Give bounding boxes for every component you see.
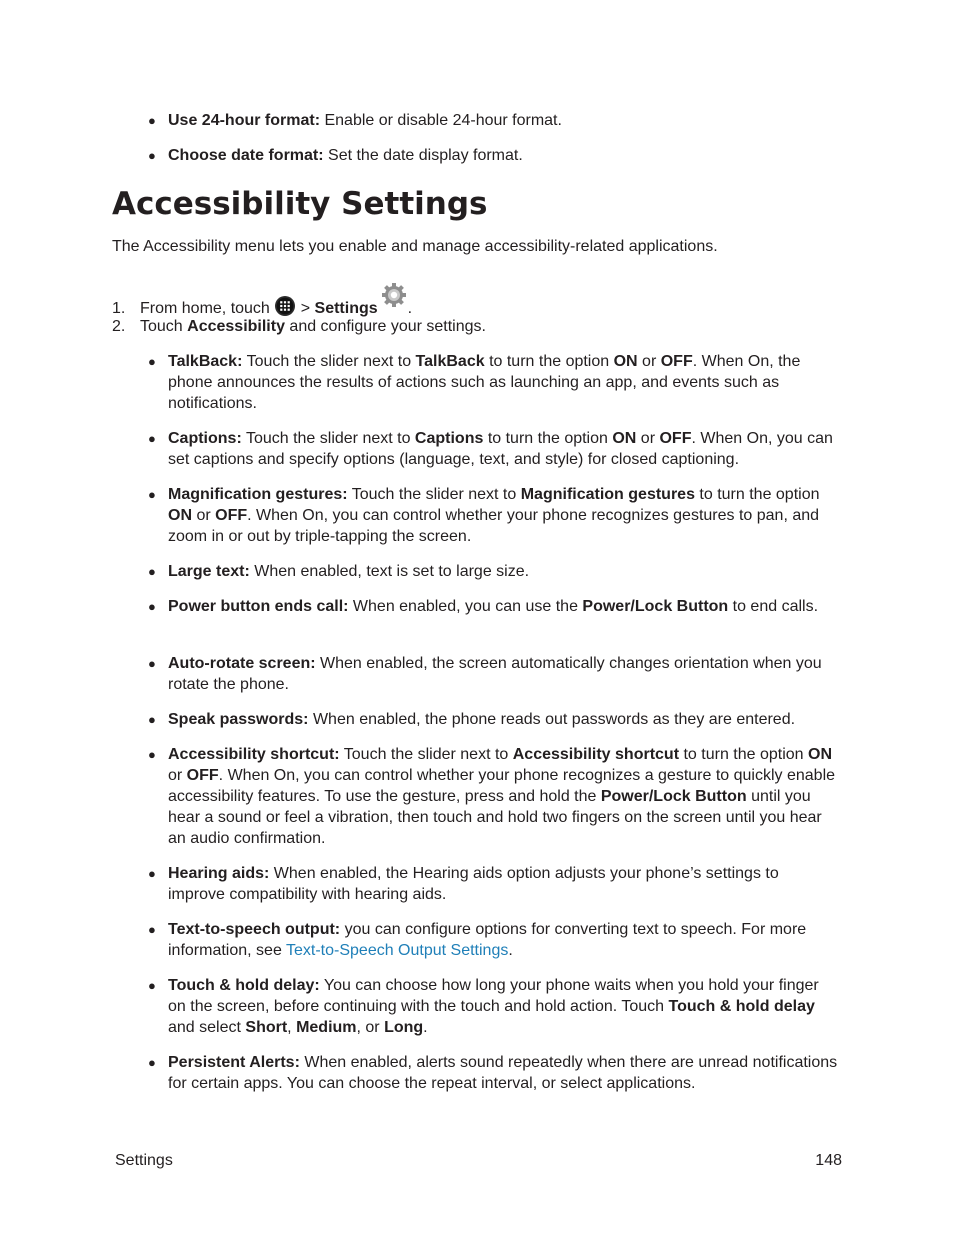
step-2: 2. Touch Accessibility and configure your settings. (112, 318, 486, 335)
bullet: ● (148, 866, 156, 881)
list-item-text-to-speech: ● Text-to-speech output: you can configure options for converting text to speech. For more information, see Text-to-Speech Output Settings. (148, 921, 807, 959)
list-item: ● Use 24-hour format: Enable or disable 24-hour format. (148, 112, 562, 129)
list-item-hearing-aids: ● Hearing aids: When enabled, the Hearing aids option adjusts your phone’s settings to improve compatibility with hearing aids. (148, 865, 779, 903)
list-item-talkback: ● TalkBack: Touch the slider next to TalkBack to turn the option ON or OFF. When On, the phone announces the results of actions such as launching an app, and events such as notifications. (148, 353, 801, 412)
list-item-touch-hold-delay: ● Touch & hold delay: You can choose how long your phone waits when you hold your finger on the screen, before continuing with the touch and hold action. Touch Touch & hold delay and select Short, Medium, or Long. (148, 977, 819, 1036)
bullet: ● (148, 656, 156, 671)
tts-settings-link[interactable]: Text-to-Speech Output Settings (286, 942, 509, 959)
list-item-accessibility-shortcut: ● Accessibility shortcut: Touch the slider next to Accessibility shortcut to turn the option ON or OFF. When On, you can control whether your phone recognizes a gesture to quickly enable accessibility features. To use the gesture, press and hold the Power/Lock Button until you hear a sound or feel a vibration, then touch and hold two fingers on the screen until you hear an audio confirmation. (148, 746, 836, 847)
list-item-auto-rotate: ● Auto-rotate screen: When enabled, the screen automatically changes orientation when you rotate the phone. (148, 655, 822, 693)
bullet: ● (148, 712, 156, 727)
bullet: ● (148, 747, 156, 762)
bullet: ● (148, 1055, 156, 1070)
bullet: ● (148, 431, 156, 446)
list-item-captions: ● Captions: Touch the slider next to Captions to turn the option ON or OFF. When On, you can set captions and specify options (language, text, and style) for closed captioning. (148, 430, 833, 468)
bullet: ● (148, 978, 156, 993)
section-intro: The Accessibility menu lets you enable and manage accessibility-related applications. (112, 238, 718, 255)
list-item: ● Choose date format: Set the date display format. (148, 147, 523, 164)
list-item-persistent-alerts: ● Persistent Alerts: When enabled, alerts sound repeatedly when there are unread notifications for certain apps. You can choose the repeat interval, or select applications. (148, 1054, 838, 1092)
section-title: Accessibility Settings (112, 186, 488, 222)
bullet: ● (148, 922, 156, 937)
bullet: ● (148, 599, 156, 614)
gear-icon (380, 281, 408, 315)
bullet: ● (148, 564, 156, 579)
bullet: ● (148, 354, 156, 369)
bullet: ● (148, 113, 156, 128)
page-number: 148 (815, 1152, 842, 1169)
step-1: 1. From home, touch > Settings . (112, 281, 412, 323)
list-item-speak-passwords: ● Speak passwords: When enabled, the phone reads out passwords as they are entered. (148, 711, 796, 728)
bullet: ● (148, 148, 156, 163)
footer-section: Settings (115, 1152, 173, 1169)
list-item-magnification: ● Magnification gestures: Touch the slider next to Magnification gestures to turn the option ON or OFF. When On, you can control whether your phone recognizes gestures to pan, and zoom in or out by triple-tapping the screen. (148, 486, 820, 545)
list-item-large-text: ● Large text: When enabled, text is set to large size. (148, 563, 530, 580)
list-item-power-button: ● Power button ends call: When enabled, you can use the Power/Lock Button to end calls. (148, 598, 819, 615)
bullet: ● (148, 487, 156, 502)
